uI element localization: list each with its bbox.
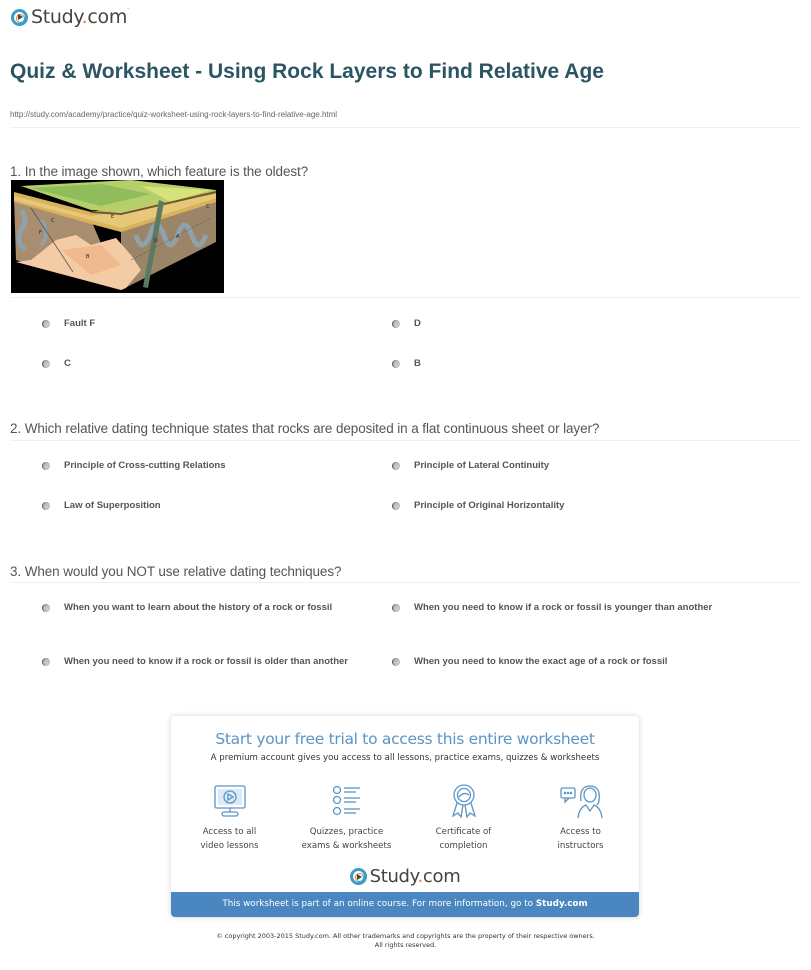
question-3-divider xyxy=(10,582,800,583)
page-url: http://study.com/academy/practice/quiz-worksheet-using-rock-layers-to-find-relative-age.html xyxy=(10,110,338,119)
promo-subtext: A premium account gives you access to all lessons, practice exams, quizzes & worksheets xyxy=(210,753,600,763)
q2-option-b[interactable]: Principle of Lateral Continuity xyxy=(392,459,549,473)
radio-button[interactable] xyxy=(392,360,400,368)
q1-option-d[interactable]: B xyxy=(392,357,421,371)
radio-button[interactable] xyxy=(42,320,50,328)
copyright-footer: © copyright 2003-2015 Study.com. All other trademarks and copyrights are the property of their respective owners. All rights reserved. xyxy=(216,932,595,949)
radio-button[interactable] xyxy=(392,462,400,470)
feature-caption: Certificate of completion xyxy=(435,827,492,851)
svg-text:F: F xyxy=(39,230,42,236)
q1-option-c[interactable]: C xyxy=(42,357,71,371)
q1-option-a[interactable]: Fault F xyxy=(42,317,95,331)
feature-caption: Access to all video lessons xyxy=(200,827,259,851)
promo-study-logo[interactable] xyxy=(171,866,639,887)
svg-text:C: C xyxy=(51,218,55,224)
quiz-list-icon xyxy=(288,782,405,820)
course-info-banner[interactable]: This worksheet is part of an online course. For more information, go to Study.com xyxy=(171,892,639,917)
free-trial-promo xyxy=(171,716,639,917)
logo-text: Study.com· xyxy=(31,6,129,28)
promo-headline[interactable]: Start your free trial to access this entire worksheet xyxy=(215,730,595,748)
question-3-text: 3. When would you NOT use relative dating techniques? xyxy=(10,564,342,579)
svg-text:A: A xyxy=(176,234,180,240)
svg-text:E: E xyxy=(111,214,115,220)
question-1-text: 1. In the image shown, which feature is the oldest? xyxy=(10,164,309,179)
radio-button[interactable] xyxy=(42,462,50,470)
question-1-divider xyxy=(10,297,800,298)
svg-text:D: D xyxy=(154,238,158,244)
q3-option-d[interactable]: When you need to know the exact age of a rock or fossil xyxy=(392,655,667,669)
question-2-divider xyxy=(10,440,800,441)
q1-option-b[interactable]: D xyxy=(392,317,421,331)
radio-button[interactable] xyxy=(392,658,400,666)
svg-text:B: B xyxy=(86,254,90,260)
instructor-chat-icon xyxy=(522,782,639,820)
feature-caption: Quizzes, practice exams & worksheets xyxy=(301,827,392,851)
promo-features xyxy=(171,782,639,853)
page-title: Quiz & Worksheet - Using Rock Layers to Find Relative Age xyxy=(10,60,604,83)
radio-button[interactable] xyxy=(392,604,400,612)
radio-button[interactable] xyxy=(42,360,50,368)
q2-option-d[interactable]: Principle of Original Horizontality xyxy=(392,499,564,513)
play-logo-icon xyxy=(350,868,367,885)
logo-text: Study.com xyxy=(369,866,461,887)
q3-option-a[interactable]: When you want to learn about the history of a rock or fossil xyxy=(42,601,332,615)
feature-instructors xyxy=(522,782,639,853)
video-monitor-icon xyxy=(171,782,288,820)
radio-button[interactable] xyxy=(42,604,50,612)
feature-video-lessons xyxy=(171,782,288,853)
rock-layers-image xyxy=(11,180,224,293)
radio-button[interactable] xyxy=(42,658,50,666)
radio-button[interactable] xyxy=(42,502,50,510)
q2-option-a[interactable]: Principle of Cross-cutting Relations xyxy=(42,459,226,473)
radio-button[interactable] xyxy=(392,320,400,328)
logo-mark-wrap xyxy=(350,868,367,885)
header-divider xyxy=(10,127,800,128)
q3-option-b[interactable]: When you need to know if a rock or fossil is younger than another xyxy=(392,601,712,615)
question-2-text: 2. Which relative dating technique states that rocks are deposited in a flat continuous sheet or layer? xyxy=(10,421,600,436)
study-logo[interactable] xyxy=(11,6,129,28)
q3-option-c[interactable]: When you need to know if a rock or fossil is older than another xyxy=(42,655,348,669)
radio-button[interactable] xyxy=(392,502,400,510)
feature-caption: Access to instructors xyxy=(557,827,604,851)
q2-option-c[interactable]: Law of Superposition xyxy=(42,499,161,513)
play-logo-icon xyxy=(11,9,28,26)
feature-quizzes xyxy=(288,782,405,853)
svg-text:C: C xyxy=(206,204,210,210)
feature-certificate xyxy=(405,782,522,853)
study-link[interactable]: Study.com xyxy=(535,899,588,909)
certificate-ribbon-icon xyxy=(405,782,522,820)
